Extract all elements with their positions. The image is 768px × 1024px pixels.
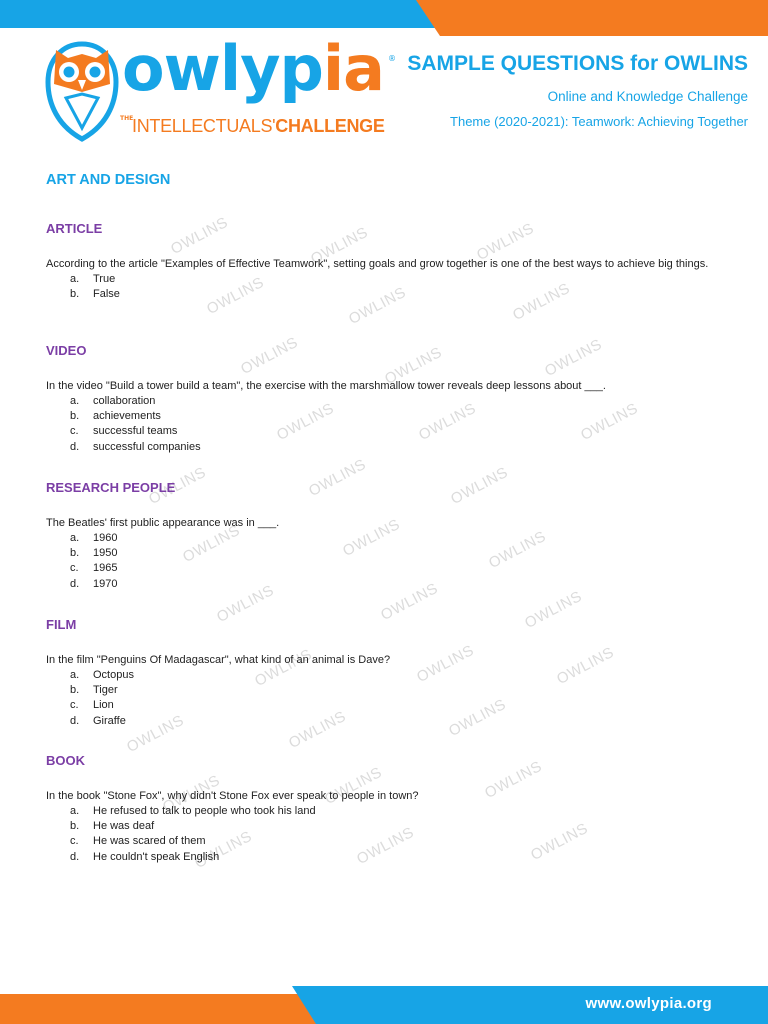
- watermark: OWLINS: [204, 273, 267, 319]
- option-item: c. 1965: [70, 562, 118, 575]
- watermark: OWLINS: [354, 823, 417, 869]
- watermark: OWLINS: [160, 771, 223, 817]
- option-item: b. False: [70, 288, 120, 301]
- watermark: OWLINS: [446, 695, 509, 741]
- option-item: d. Giraffe: [70, 714, 126, 727]
- question-block-research-people: [46, 480, 726, 592]
- watermark: OWLINS: [322, 763, 385, 809]
- owlypia-logo: [44, 32, 404, 142]
- watermark: OWLINS: [554, 643, 617, 689]
- watermark: OWLINS: [146, 463, 209, 509]
- watermark: OWLINS: [486, 527, 549, 573]
- watermark: OWLINS: [308, 223, 371, 269]
- top-blue-bar: [0, 0, 470, 28]
- watermark: OWLINS: [528, 819, 591, 865]
- option-list: [46, 668, 726, 729]
- watermark: OWLINS: [448, 463, 511, 509]
- option-item: d. 1970: [70, 577, 118, 590]
- watermark: OWLINS: [482, 757, 545, 803]
- watermark: OWLINS: [474, 219, 537, 265]
- option-item: b. achievements: [70, 410, 161, 423]
- tagline-the: THE: [120, 115, 134, 122]
- watermark: OWLINS: [238, 333, 301, 379]
- option-item: d. He couldn't speak English: [70, 850, 220, 863]
- option-item: a. He refused to talk to people who took his land: [70, 805, 316, 817]
- watermark: OWLINS: [306, 455, 369, 501]
- watermark: OWLINS: [340, 515, 403, 561]
- question-text: The Beatles' first public appearance was in ___.: [46, 517, 280, 529]
- bottom-orange-bar: [0, 994, 340, 1024]
- question-text: In the book "Stone Fox", why didn't Stone Fox ever speak to people in town?: [46, 790, 419, 802]
- option-list: [46, 531, 726, 592]
- question-category: VIDEO: [46, 343, 87, 358]
- option-item: b. He was deaf: [70, 820, 155, 833]
- question-block-film: [46, 617, 726, 729]
- question-category: RESEARCH PEOPLE: [46, 480, 176, 495]
- watermark: OWLINS: [382, 343, 445, 389]
- option-list: [46, 804, 726, 865]
- watermark: OWLINS: [416, 399, 479, 445]
- question-category: ARTICLE: [46, 221, 103, 236]
- question-text: In the film "Penguins Of Madagascar", what kind of an animal is Dave?: [46, 654, 391, 666]
- watermark: OWLINS: [274, 399, 337, 445]
- question-category: FILM: [46, 617, 77, 632]
- question-text: According to the article "Examples of Effective Teamwork", setting goals and grow together is one of the best ways to achieve big things.: [46, 258, 709, 270]
- option-item: c. He was scared of them: [70, 835, 206, 848]
- watermark: OWLINS: [414, 641, 477, 687]
- watermark: OWLINS: [346, 283, 409, 329]
- question-text: In the video "Build a tower build a team", the exercise with the marshmallow tower reveals deep lessons about ___.: [46, 380, 606, 392]
- page-subtitle: Online and Knowledge Challenge: [547, 89, 748, 104]
- watermark: OWLINS: [286, 707, 349, 753]
- watermark: OWLINS: [542, 335, 605, 381]
- page-title: SAMPLE QUESTIONS for OWLINS: [407, 52, 748, 75]
- watermark: OWLINS: [578, 399, 641, 445]
- option-item: a. Octopus: [70, 669, 134, 681]
- watermark: OWLINS: [168, 213, 231, 259]
- option-item: b. Tiger: [70, 684, 118, 697]
- watermark: OWLINS: [378, 579, 441, 625]
- option-item: d. successful companies: [70, 440, 201, 453]
- watermark: OWLINS: [522, 587, 585, 633]
- top-orange-bar: [416, 0, 768, 36]
- watermark: OWLINS: [252, 645, 315, 691]
- option-item: c. successful teams: [70, 425, 178, 438]
- option-list: [46, 272, 726, 302]
- option-item: a. True: [70, 273, 116, 285]
- question-block-article: [46, 221, 726, 302]
- watermark: OWLINS: [180, 521, 243, 567]
- watermark: OWLINS: [214, 581, 277, 627]
- website-url: www.owlypia.org: [585, 995, 712, 1012]
- option-item: b. 1950: [70, 547, 118, 560]
- watermark: OWLINS: [124, 711, 187, 757]
- registered-mark: ®: [388, 54, 396, 63]
- page-theme: Theme (2020-2021): Teamwork: Achieving Together: [450, 114, 748, 129]
- question-category: BOOK: [46, 753, 85, 768]
- logo-wordmark: owlypia: [122, 32, 385, 105]
- watermark: OWLINS: [510, 279, 573, 325]
- option-item: a. collaboration: [70, 395, 156, 407]
- question-block-book: [46, 753, 726, 865]
- option-item: a. 1960: [70, 532, 118, 544]
- option-item: c. Lion: [70, 699, 114, 712]
- logo-tagline: INTELLECTUALS'CHALLENGE: [132, 116, 385, 136]
- section-title: ART AND DESIGN: [46, 172, 171, 188]
- owl-icon: [44, 40, 120, 142]
- question-block-video: [46, 343, 726, 455]
- watermark: OWLINS: [192, 827, 255, 873]
- option-list: [46, 394, 726, 455]
